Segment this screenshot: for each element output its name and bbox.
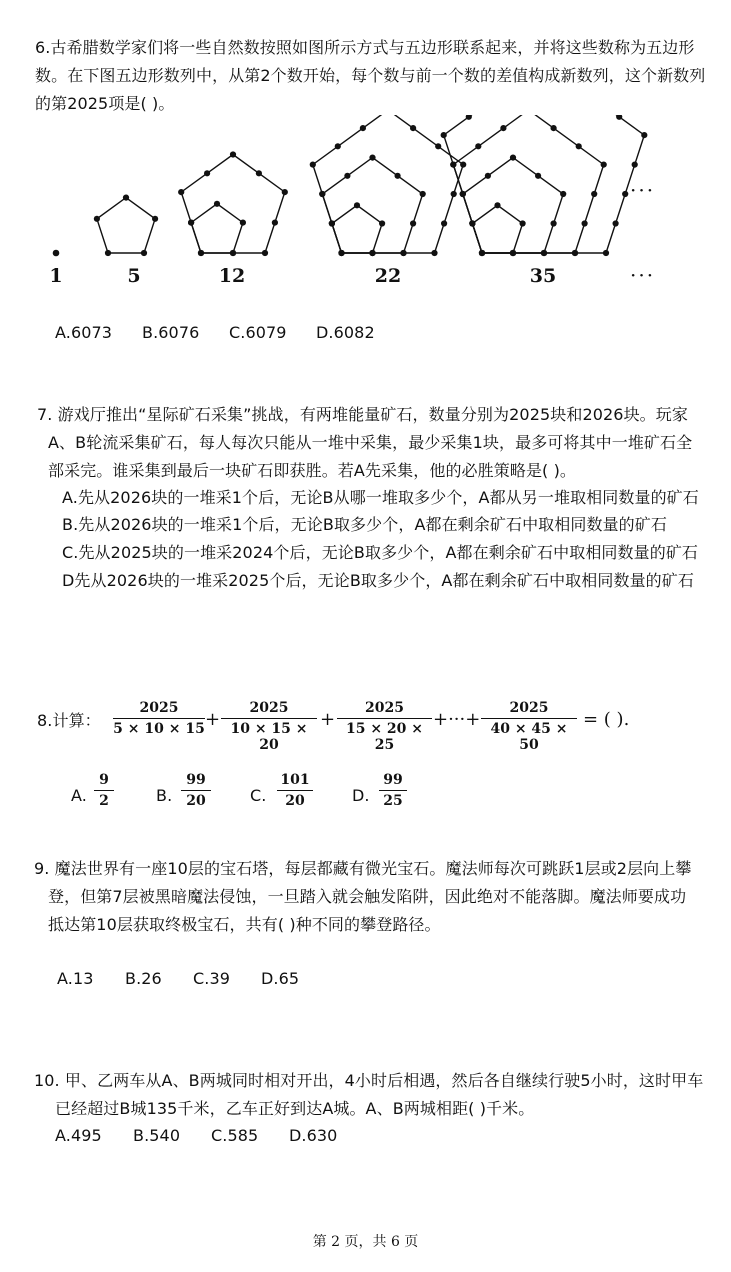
pentagon-dot (572, 250, 578, 256)
pentagon-dot (541, 250, 547, 256)
figure-label-5: 5 (127, 265, 141, 287)
q9-option-b[interactable]: B.26 (125, 969, 162, 988)
q10-option-b[interactable]: B.540 (133, 1126, 181, 1145)
q8-term-1-numerator: 2025 (113, 700, 205, 719)
pentagon-dot (576, 143, 582, 149)
pentagon-dot (400, 250, 406, 256)
q8-term-4-denominator: 40 × 45 × 50 (490, 721, 568, 753)
pentagon-dot (94, 216, 100, 222)
pentagon-dot (369, 155, 375, 161)
pentagon-dot (560, 191, 566, 197)
q6-option-b[interactable]: B.6076 (142, 323, 200, 342)
pentagon-dot (188, 220, 194, 226)
q10-text-line-1: 10. 甲、乙两车从A、B两城同时相对开出，4小时后相遇，然后各自继续行驶5小时，这时甲车 (34, 1071, 704, 1090)
q9-option-d[interactable]: D.65 (261, 969, 300, 988)
q6-text-line-3: 的第2025项是( )。 (35, 94, 175, 113)
pentagon-dot (441, 220, 447, 226)
q7-option-b[interactable]: B.先从2026块的一堆采1个后，无论B取多少个，A都在剩余矿石中取相同数量的矿石 (62, 515, 667, 534)
figure-label-1: 1 (49, 265, 63, 287)
q7-text-line-2: A、B轮流采集矿石，每人每次只能从一堆中采集，最少采集1块，最多可将其中一堆矿石全 (48, 433, 693, 452)
pentagon-dot (582, 220, 588, 226)
pentagon-dot (469, 220, 475, 226)
q9-text-line-1: 9. 魔法世界有一座10层的宝石塔，每层都藏有微光宝石。魔法师每次可跳跃1层或2层向上攀 (34, 859, 692, 878)
q7-text-line-3: 部采完。谁采集到最后一块矿石即获胜。若A先采集，他的必胜策略是( )。 (48, 461, 577, 480)
pentagon-dot (591, 191, 597, 197)
pentagon-dot (485, 173, 491, 179)
q7-option-a[interactable]: A.先从2026块的一堆采1个后，无论B从哪一堆取多少个，A都从另一堆取相同数量的矿石 (62, 488, 699, 507)
pentagon-dot (360, 125, 366, 131)
q6-option-c[interactable]: C.6079 (229, 323, 287, 342)
pentagon-dot (123, 195, 129, 201)
q7-text-line-1: 7. 游戏厅推出“星际矿石采集”挑战，有两堆能量矿石，数量分别为2025块和2026块。玩家 (37, 405, 688, 424)
pentagon-dot (431, 250, 437, 256)
pentagon-dot (622, 191, 628, 197)
pentagon-dot (338, 250, 344, 256)
q8-option-c-fraction[interactable] (277, 772, 313, 809)
pentagon-dot (603, 250, 609, 256)
q8-plus-ellipsis: +···+ (433, 709, 481, 730)
pentagon-dot (500, 125, 506, 131)
q8-option-b-numerator: 99 (181, 772, 211, 791)
q8-term-2-denominator: 10 × 15 × 20 (230, 721, 308, 753)
q8-term-1-denominator: 5 × 10 × 15 (113, 721, 205, 737)
pentagon-dot (479, 250, 485, 256)
pentagon-dot (105, 250, 111, 256)
q10-option-d[interactable]: D.630 (289, 1126, 338, 1145)
pentagon-dot (204, 170, 210, 176)
q8-equals-blank: = ( ). (583, 709, 630, 730)
q6-text-line-2: 数。在下图五边形数列中，从第2个数开始，每个数与前一个数的差值构成新数列，这个新数列 (35, 66, 706, 85)
figure-label-22: 22 (374, 265, 402, 287)
pentagon-dot (282, 189, 288, 195)
q8-term-4 (481, 700, 577, 753)
q8-option-a-numerator: 9 (94, 772, 114, 791)
q8-term-2 (221, 700, 317, 753)
pentagon-dot (520, 220, 526, 226)
q6-option-a[interactable]: A.6073 (55, 323, 113, 342)
q8-option-a-label[interactable]: A. (71, 786, 87, 805)
q8-option-c-label[interactable]: C. (250, 786, 267, 805)
pentagon-dot (601, 162, 607, 168)
pentagon-dot (256, 170, 262, 176)
pentagon-outline (181, 155, 285, 254)
q8-term-3 (337, 700, 432, 753)
q9-options (57, 969, 299, 989)
pentagon-dot (510, 250, 516, 256)
pentagon-figure-2 (94, 195, 158, 257)
figure-label-35: 35 (529, 265, 557, 287)
pentagon-dot (410, 125, 416, 131)
q8-term-4-numerator: 2025 (481, 700, 577, 719)
pentagon-dot (475, 143, 481, 149)
q8-prefix: 8.计算： (37, 711, 101, 730)
q8-option-a-denominator: 2 (99, 793, 109, 809)
ellipsis-upper: ··· (630, 178, 656, 202)
q10-option-a[interactable]: A.495 (55, 1126, 102, 1145)
pentagon-dot (460, 191, 466, 197)
q7-option-d[interactable]: D先从2026块的一堆采2025个后，无论B取多少个，A都在剩余矿石中取相同数量的矿石 (62, 571, 694, 590)
page-footer: 第 2 页，共 6 页 (312, 1234, 419, 1250)
pentagon-outline (97, 198, 155, 253)
pentagon-dot (152, 216, 158, 222)
q9-option-a[interactable]: A.13 (57, 969, 94, 988)
pentagon-dot (354, 202, 360, 208)
pentagon-dot (141, 250, 147, 256)
q8-option-c-numerator: 101 (277, 772, 313, 791)
pentagon-dot (310, 162, 316, 168)
q6-options (55, 323, 375, 343)
pentagon-dot (551, 125, 557, 131)
q8-option-d-fraction[interactable] (379, 772, 407, 809)
pentagon-dot (535, 173, 541, 179)
pentagon-dot (494, 202, 500, 208)
pentagon-dot (632, 162, 638, 168)
pentagon-dot (441, 132, 447, 138)
pentagon-figure-5 (441, 115, 648, 256)
q8-option-b-label[interactable]: B. (156, 786, 173, 805)
q8-option-b-fraction[interactable] (181, 772, 211, 809)
q9-option-c[interactable]: C.39 (193, 969, 231, 988)
pentagon-dot (329, 220, 335, 226)
pentagon-dot (435, 143, 441, 149)
pentagon-dot (551, 220, 557, 226)
pentagon-dot (450, 162, 456, 168)
q8-option-a-fraction[interactable] (94, 772, 114, 809)
ellipsis-lower: ··· (630, 263, 656, 287)
q8-term-3-denominator: 15 × 20 × 25 (345, 721, 424, 753)
pentagon-dot (379, 220, 385, 226)
pentagon-dot (262, 250, 268, 256)
pentagon-dot (510, 155, 516, 161)
q9-text-line-2: 登，但第7层被黑暗魔法侵蚀，一旦踏入就会触发陷阱，因此绝对不能落脚。魔法师要成功 (48, 887, 687, 906)
pentagon-dot (460, 162, 466, 168)
pentagon-dot (178, 189, 184, 195)
pentagon-dot (319, 191, 325, 197)
q9-text-line-3: 抵达第10层获取终极宝石，共有( )种不同的攀登路径。 (48, 915, 441, 934)
pentagonal-numbers-figure (40, 115, 680, 295)
pentagon-dot (230, 250, 236, 256)
q8-term-3-numerator: 2025 (337, 700, 432, 719)
q8-option-b-denominator: 20 (186, 793, 206, 809)
q6-option-d[interactable]: D.6082 (316, 323, 375, 342)
pentagon-dot (641, 132, 647, 138)
q10-option-c[interactable]: C.585 (211, 1126, 259, 1145)
q8-term-1 (113, 700, 205, 737)
pentagon-dot (53, 250, 60, 257)
q8-term-2-numerator: 2025 (221, 700, 317, 719)
q8-plus-2: + (320, 709, 336, 730)
pentagon-dot (335, 143, 341, 149)
q8-option-d-denominator: 25 (383, 793, 403, 809)
pentagon-dot (369, 250, 375, 256)
pentagon-dot (272, 220, 278, 226)
pentagon-dot (214, 201, 220, 207)
q7-option-c[interactable]: C.先从2025块的一堆采2024个后，无论B取多少个，A都在剩余矿石中取相同数量的矿石 (62, 543, 699, 562)
pentagon-dot (230, 151, 236, 157)
pentagon-dot (420, 191, 426, 197)
pentagon-outline (444, 115, 645, 253)
pentagon-dot (613, 220, 619, 226)
q10-options (55, 1126, 337, 1146)
q8-option-d-label[interactable]: D. (352, 786, 370, 805)
pentagon-dot (240, 220, 246, 226)
q6-text-line-1: 6.古希腊数学家们将一些自然数按照如图所示方式与五边形联系起来，并将这些数称为五边形 (35, 38, 695, 57)
pentagon-figure-3 (178, 151, 288, 256)
q8-plus-1: + (205, 709, 221, 730)
pentagon-dot (451, 191, 457, 197)
pentagon-figure-1 (53, 250, 60, 257)
figure-label-12: 12 (218, 265, 246, 287)
q10-text-line-2: 已经超过B城135千米，乙车正好到达A城。A、B两城相距( )千米。 (55, 1099, 535, 1118)
q8-option-d-numerator: 99 (379, 772, 407, 791)
q8-option-c-denominator: 20 (285, 793, 305, 809)
pentagon-dot (344, 173, 350, 179)
pentagon-dot (198, 250, 204, 256)
pentagon-dot (395, 173, 401, 179)
pentagon-dot (410, 220, 416, 226)
